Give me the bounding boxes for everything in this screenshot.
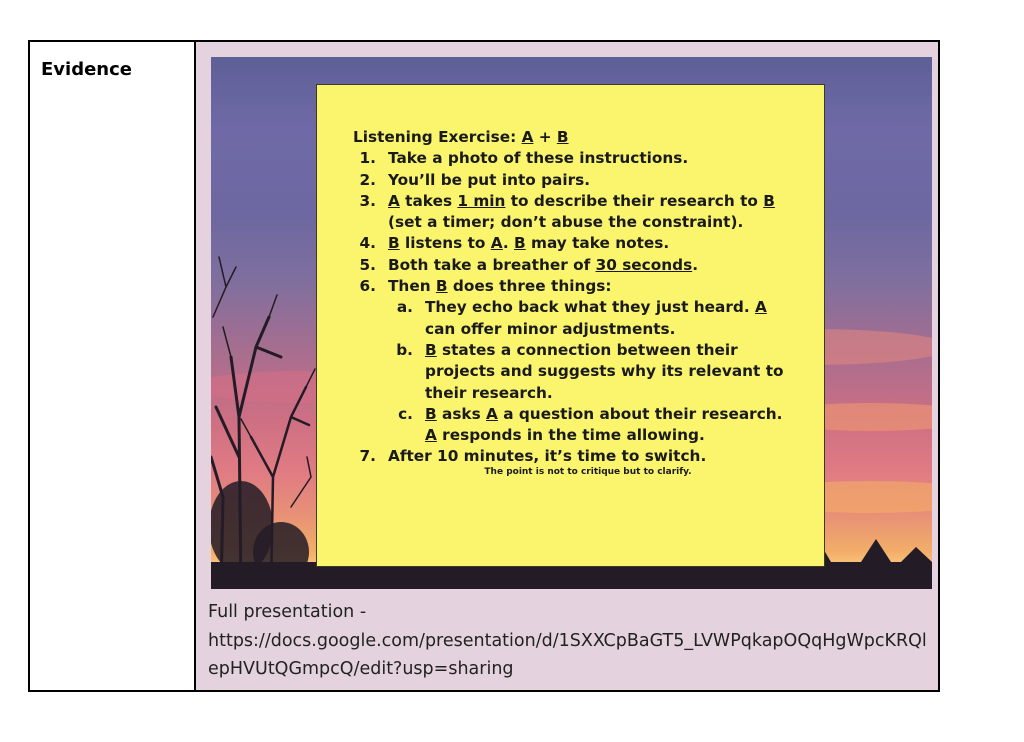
- item-text: [388, 233, 793, 254]
- footnote: The point is not to critique but to clarify.: [484, 466, 692, 477]
- presentation-link[interactable]: https://docs.google.com/presentation/d/1SXXCpBaGT5_LVWPqkapOQqHgWpcKRQlepHVUtQGmpcQ/edit?usp=sharing: [208, 630, 927, 679]
- role-a: A: [486, 404, 498, 423]
- text-run: asks: [436, 404, 487, 423]
- text-run: may take notes.: [525, 234, 670, 253]
- item-number: 4.: [359, 234, 376, 253]
- time-limit: 1 min: [457, 191, 506, 210]
- role-a: A: [754, 298, 767, 317]
- sub-letter: b.: [396, 340, 413, 359]
- text-run: does three things:: [447, 277, 612, 296]
- role-b: B: [388, 234, 400, 253]
- instructions: [353, 127, 793, 478]
- sub-letter: a.: [396, 298, 413, 317]
- text-run: responds in the time allowing.: [436, 426, 705, 445]
- item-text: Take a photo of these instructions.: [388, 149, 689, 168]
- text-run: (set a timer; don’t abuse the constraint).: [388, 213, 744, 232]
- sub-text: [425, 340, 793, 404]
- role-b: B: [763, 191, 775, 210]
- list-item: [353, 276, 793, 297]
- text-run: a question about their research.: [497, 404, 783, 423]
- text-run: states a connection between their projects and suggests why its relevant to their research.: [425, 340, 784, 402]
- item-text: [388, 255, 793, 276]
- sub-letter: c.: [398, 404, 413, 423]
- note-title: [353, 127, 793, 148]
- item-text: You’ll be put into pairs.: [388, 170, 591, 189]
- item-text: After 10 minutes, it’s time to switch.: [388, 447, 707, 466]
- item-number: 2.: [359, 170, 376, 189]
- caption: [208, 598, 928, 684]
- time-limit: 30 seconds: [595, 255, 693, 274]
- content-cell: [196, 42, 938, 690]
- role-a: A: [425, 426, 437, 445]
- evidence-table: [28, 40, 940, 692]
- text-run: to describe their research to: [505, 191, 764, 210]
- role-a: A: [388, 191, 400, 210]
- list-item: [353, 148, 793, 169]
- title-a: A: [521, 128, 534, 146]
- list-item: [353, 255, 793, 276]
- text-run: takes: [399, 191, 458, 210]
- role-b: B: [425, 340, 437, 359]
- item-number: 7.: [359, 447, 376, 466]
- role-b: B: [514, 234, 526, 253]
- sunset-photo: [211, 57, 932, 589]
- role-b: B: [425, 404, 437, 423]
- sticky-note: [316, 84, 825, 567]
- label-cell: [30, 42, 196, 690]
- item-text: [388, 276, 793, 297]
- sub-item: [389, 404, 793, 447]
- title-plus: +: [533, 128, 557, 146]
- title-prefix: Listening Exercise:: [353, 128, 522, 146]
- sub-text: [425, 297, 793, 340]
- text-run: .: [502, 234, 515, 253]
- text-run: Both take a breather of: [388, 255, 596, 274]
- sub-item: [389, 340, 793, 404]
- item-number: 5.: [359, 255, 376, 274]
- item-number: 6.: [359, 277, 376, 296]
- text-run: They echo back what they just heard.: [425, 298, 755, 317]
- role-b: B: [435, 277, 448, 296]
- item-number: 3.: [359, 191, 376, 210]
- list-item: [353, 191, 793, 234]
- text-run: listens to: [399, 234, 491, 253]
- sub-item: [389, 297, 793, 340]
- list-item: [353, 233, 793, 254]
- title-b: B: [556, 128, 569, 146]
- text-run: Then: [388, 277, 436, 296]
- caption-label: Full presentation -: [208, 602, 367, 622]
- sub-text: [425, 404, 793, 447]
- list-item: [353, 446, 793, 467]
- text-run: .: [692, 255, 699, 274]
- item-number: 1.: [359, 149, 376, 168]
- item-text: [388, 191, 793, 234]
- role-a: A: [490, 234, 503, 253]
- text-run: can offer minor adjustments.: [425, 319, 676, 338]
- list-item: [353, 170, 793, 191]
- row-label: Evidence: [41, 59, 132, 80]
